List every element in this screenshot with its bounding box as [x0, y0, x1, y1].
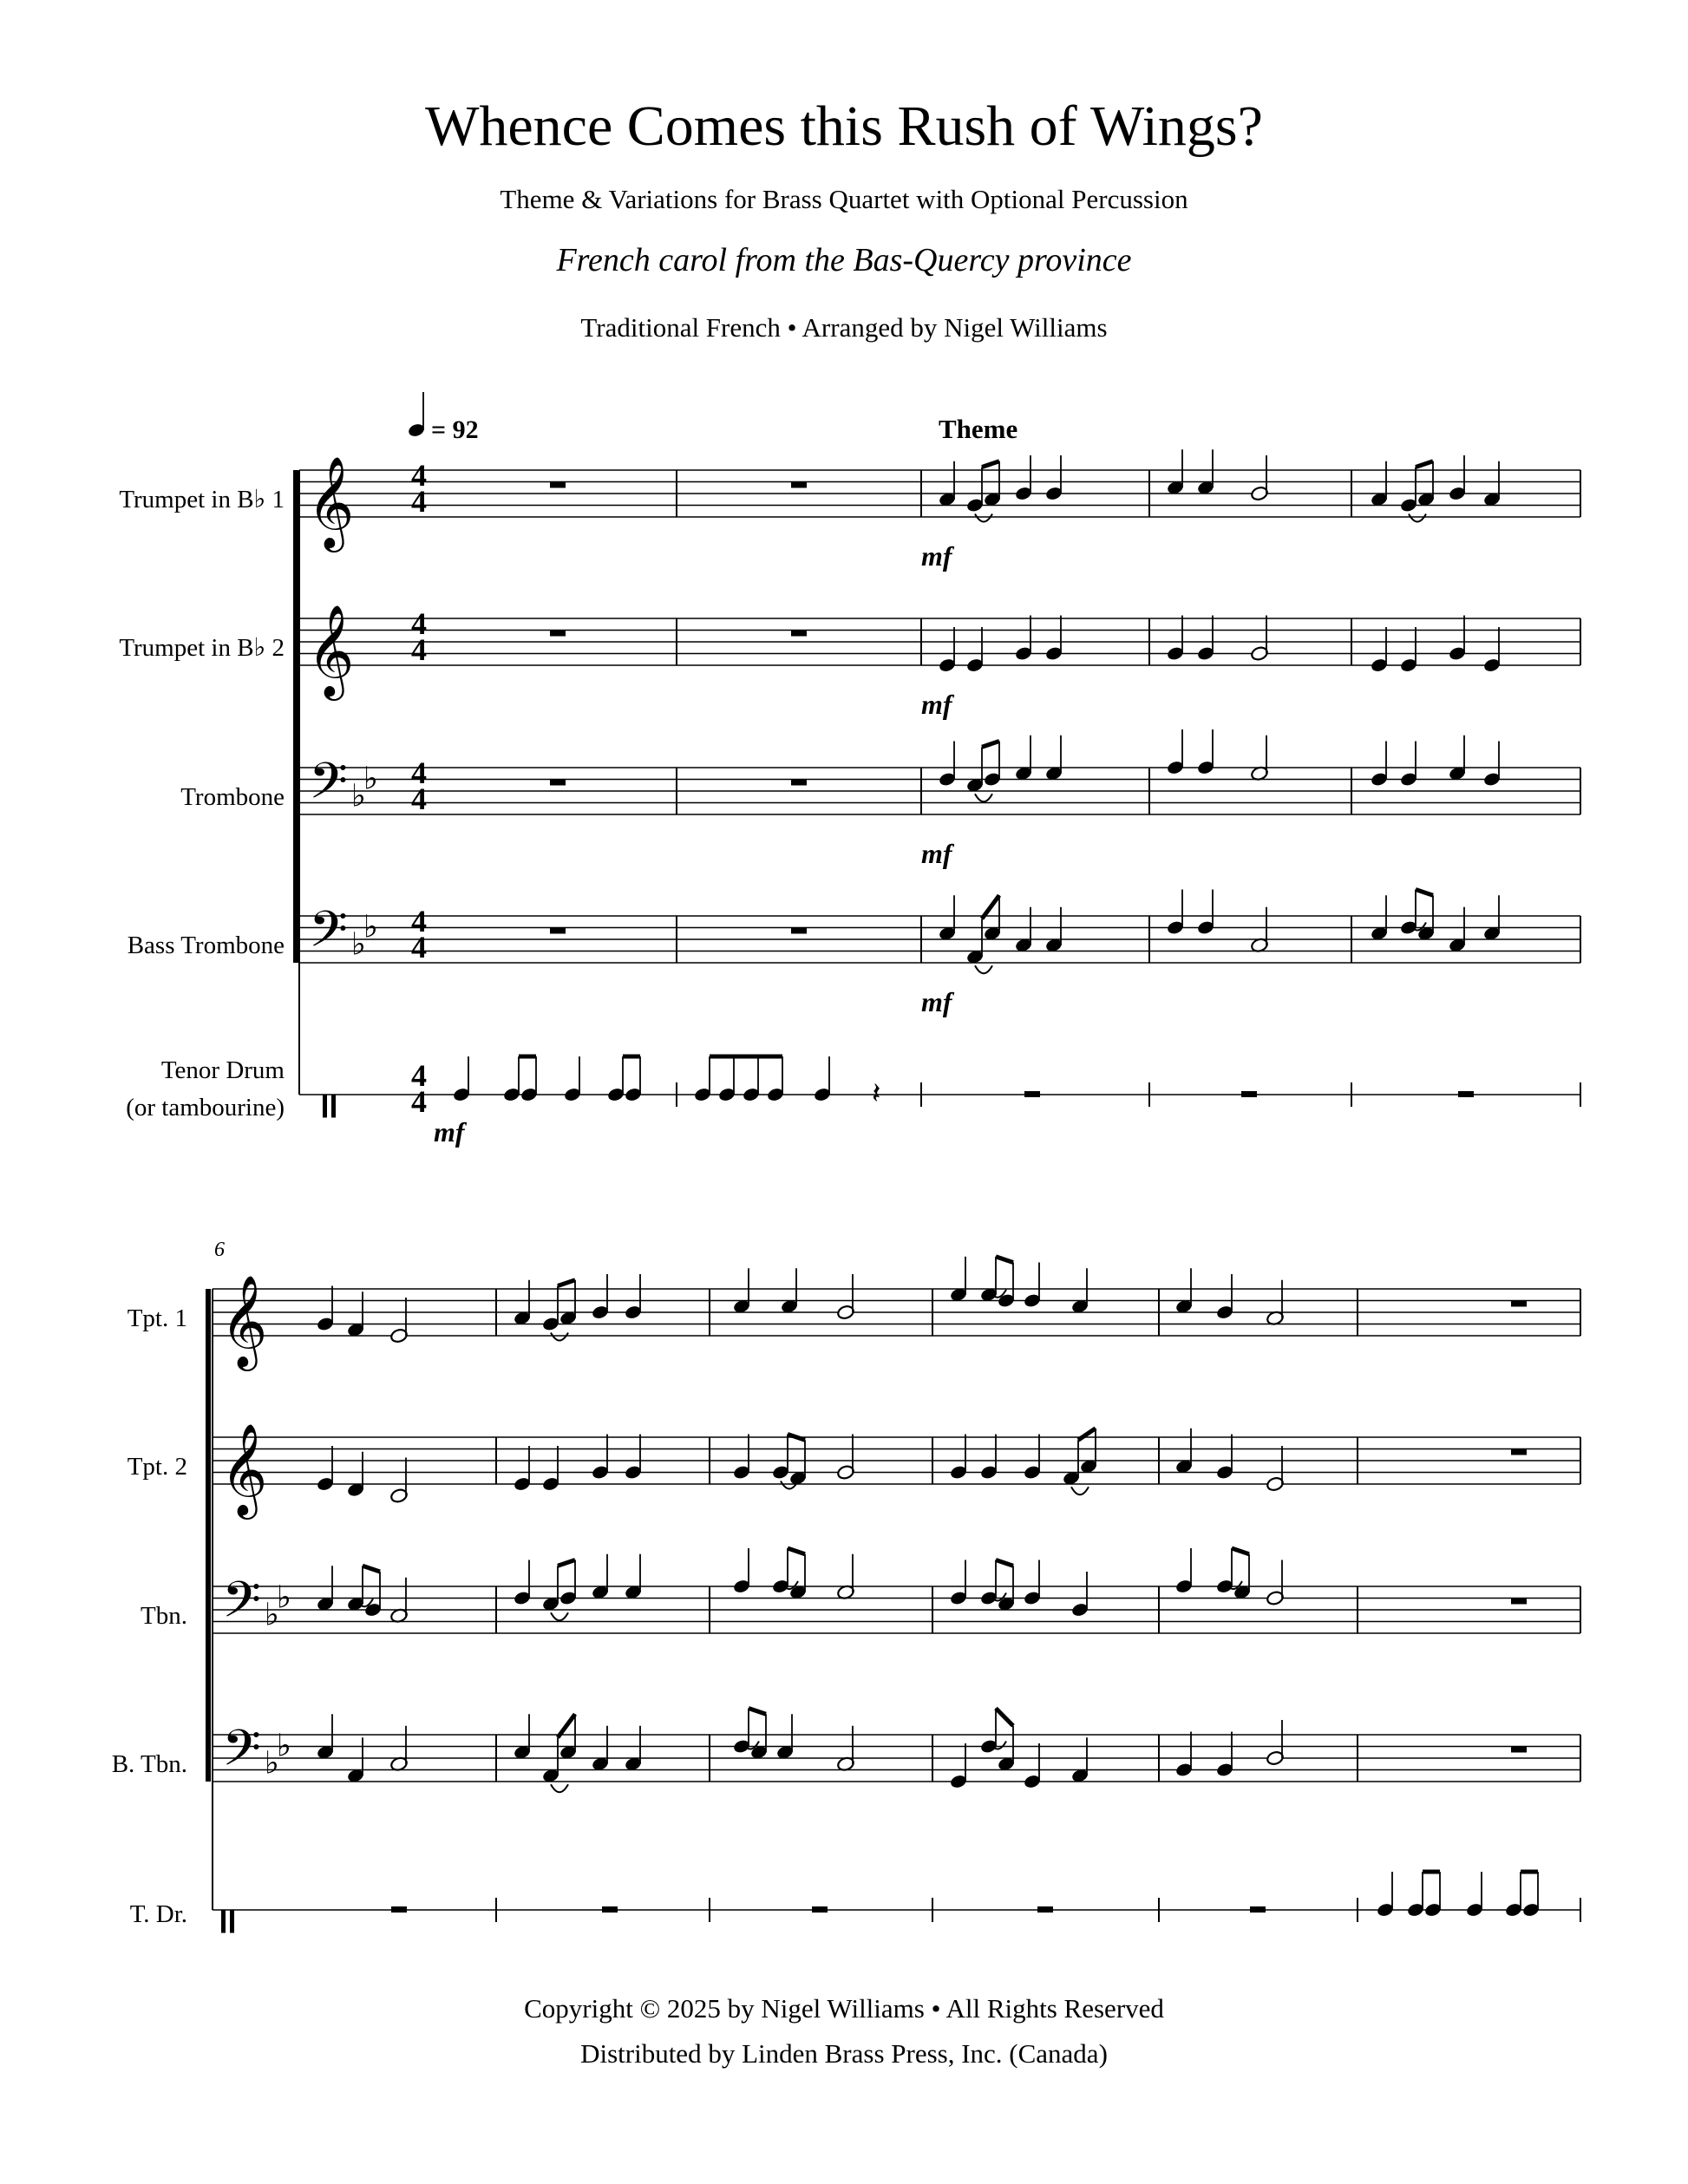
- key-signature-flat: ♭: [351, 926, 366, 962]
- distributor-notice: Distributed by Linden Brass Press, Inc. (Canada): [580, 2038, 1108, 2069]
- key-signature-flat: ♭: [363, 909, 378, 945]
- whole-rest: [391, 1906, 407, 1913]
- instrument-label-t-dr: T. Dr.: [129, 1900, 187, 1928]
- percussion-clef-icon: [323, 1095, 327, 1118]
- beam: [996, 1560, 1013, 1566]
- whole-rest: [550, 631, 566, 637]
- treble-clef-icon: 𝄞: [307, 458, 355, 546]
- bass-clef-icon: 𝄢: [222, 1573, 262, 1641]
- beam: [1078, 1429, 1096, 1441]
- instrument-label-bass-trombone: Bass Trombone: [127, 932, 285, 959]
- copyright-notice: Copyright © 2025 by Nigel Williams • All Rights Reserved: [524, 1993, 1164, 2024]
- beam: [996, 1257, 1013, 1263]
- beam: [788, 1435, 805, 1441]
- whole-rest: [602, 1906, 618, 1913]
- dynamic-marking: mf: [921, 986, 952, 1017]
- whole-rest: [791, 482, 807, 488]
- key-signature-flat: ♭: [277, 1579, 291, 1615]
- key-signature-flat: ♭: [265, 1597, 279, 1632]
- beam: [1416, 461, 1433, 468]
- whole-rest: [791, 631, 807, 637]
- instrument-label-tbn: Tbn.: [141, 1602, 187, 1630]
- time-signature-top: 4: [411, 1058, 427, 1093]
- time-signature-top: 4: [411, 904, 427, 938]
- percussion-clef-icon: [230, 1910, 234, 1933]
- key-signature-flat: ♭: [363, 761, 378, 796]
- whole-rest: [550, 780, 566, 786]
- slur: [1071, 1487, 1089, 1494]
- beam: [788, 1548, 805, 1554]
- time-signature-top: 4: [411, 458, 427, 493]
- slur: [551, 1333, 568, 1341]
- bass-clef-icon: 𝄢: [309, 755, 349, 822]
- score-labels: [112, 414, 1018, 1928]
- treble-clef-icon: 𝄞: [220, 1277, 268, 1365]
- whole-rest: [791, 928, 807, 934]
- system-bracket: [206, 1289, 211, 1782]
- whole-rest: [1037, 1906, 1053, 1913]
- whole-rest: [550, 482, 566, 488]
- whole-rest: [1511, 1599, 1527, 1605]
- beam: [363, 1566, 380, 1572]
- slur: [551, 1784, 568, 1792]
- beam: [996, 1709, 1013, 1726]
- score-title: Whence Comes this Rush of Wings?: [425, 95, 1263, 158]
- score-subtitle: Theme & Variations for Brass Quartet with Optional Percussion: [500, 184, 1188, 214]
- measure-number: 6: [214, 1239, 225, 1261]
- beam: [1232, 1548, 1249, 1554]
- slur: [975, 514, 992, 522]
- whole-rest: [550, 928, 566, 934]
- whole-rest: [1024, 1091, 1040, 1097]
- beam: [1416, 890, 1433, 896]
- quarter-rest-icon: 𝄽: [872, 1078, 881, 1110]
- dynamic-marking: mf: [434, 1116, 465, 1148]
- treble-clef-icon: 𝄞: [307, 606, 355, 695]
- beam: [749, 1709, 766, 1715]
- beam: [558, 1560, 575, 1566]
- whole-rest: [1511, 1747, 1527, 1753]
- slur: [975, 965, 992, 973]
- beam: [982, 742, 999, 748]
- slur: [975, 794, 992, 801]
- time-signature-bottom: 4: [411, 1084, 427, 1119]
- beam: [982, 461, 999, 468]
- whole-rest: [1511, 1449, 1527, 1455]
- time-signature-bottom: 4: [411, 930, 427, 964]
- carol-note: French carol from the Bas-Quercy province: [556, 242, 1132, 278]
- percussion-clef-icon: [221, 1910, 226, 1933]
- section-label-theme: Theme: [939, 414, 1018, 444]
- dynamic-marking: mf: [921, 689, 952, 720]
- tempo-marking: = 92: [431, 415, 479, 444]
- whole-rest: [1458, 1091, 1474, 1097]
- key-signature-flat: ♭: [277, 1728, 291, 1763]
- instrument-label-tenor-drum: Tenor Drum: [160, 1056, 285, 1084]
- composer-credit: Traditional French • Arranged by Nigel Williams: [580, 312, 1108, 343]
- bass-clef-icon: 𝄢: [222, 1722, 262, 1789]
- key-signature-flat: ♭: [351, 778, 366, 814]
- whole-rest: [812, 1906, 828, 1913]
- whole-rest: [1241, 1091, 1257, 1097]
- system-bracket: [293, 470, 298, 963]
- key-signature-flat: ♭: [265, 1745, 279, 1781]
- whole-rest: [791, 780, 807, 786]
- whole-rest: [1250, 1906, 1266, 1913]
- bass-clef-icon: 𝄢: [309, 903, 349, 971]
- time-signature-bottom: 4: [411, 781, 427, 816]
- dynamic-marking: mf: [921, 540, 952, 572]
- instrument-label-trumpet-2: Trumpet in B♭ 2: [119, 634, 285, 662]
- percussion-clef-icon: [331, 1095, 336, 1118]
- time-signature-top: 4: [411, 755, 427, 790]
- slur: [551, 1612, 568, 1620]
- instrument-label-trumpet-1: Trumpet in B♭ 1: [119, 486, 285, 513]
- time-signature-bottom: 4: [411, 632, 427, 667]
- treble-clef-icon: 𝄞: [220, 1425, 268, 1514]
- instrument-label-trombone: Trombone: [180, 783, 285, 811]
- time-signature-top: 4: [411, 606, 427, 641]
- instrument-label-tambourine: (or tambourine): [126, 1094, 285, 1121]
- instrument-label-tpt-2: Tpt. 2: [127, 1453, 187, 1481]
- instrument-label-b-tbn: B. Tbn.: [111, 1750, 187, 1778]
- slur: [1409, 514, 1426, 522]
- staff-lines: [213, 470, 1580, 1910]
- whole-rest: [1511, 1301, 1527, 1307]
- dynamic-marking: mf: [921, 838, 952, 869]
- time-signature-bottom: 4: [411, 484, 427, 519]
- beam: [558, 1280, 575, 1286]
- instrument-label-tpt-1: Tpt. 1: [127, 1305, 187, 1332]
